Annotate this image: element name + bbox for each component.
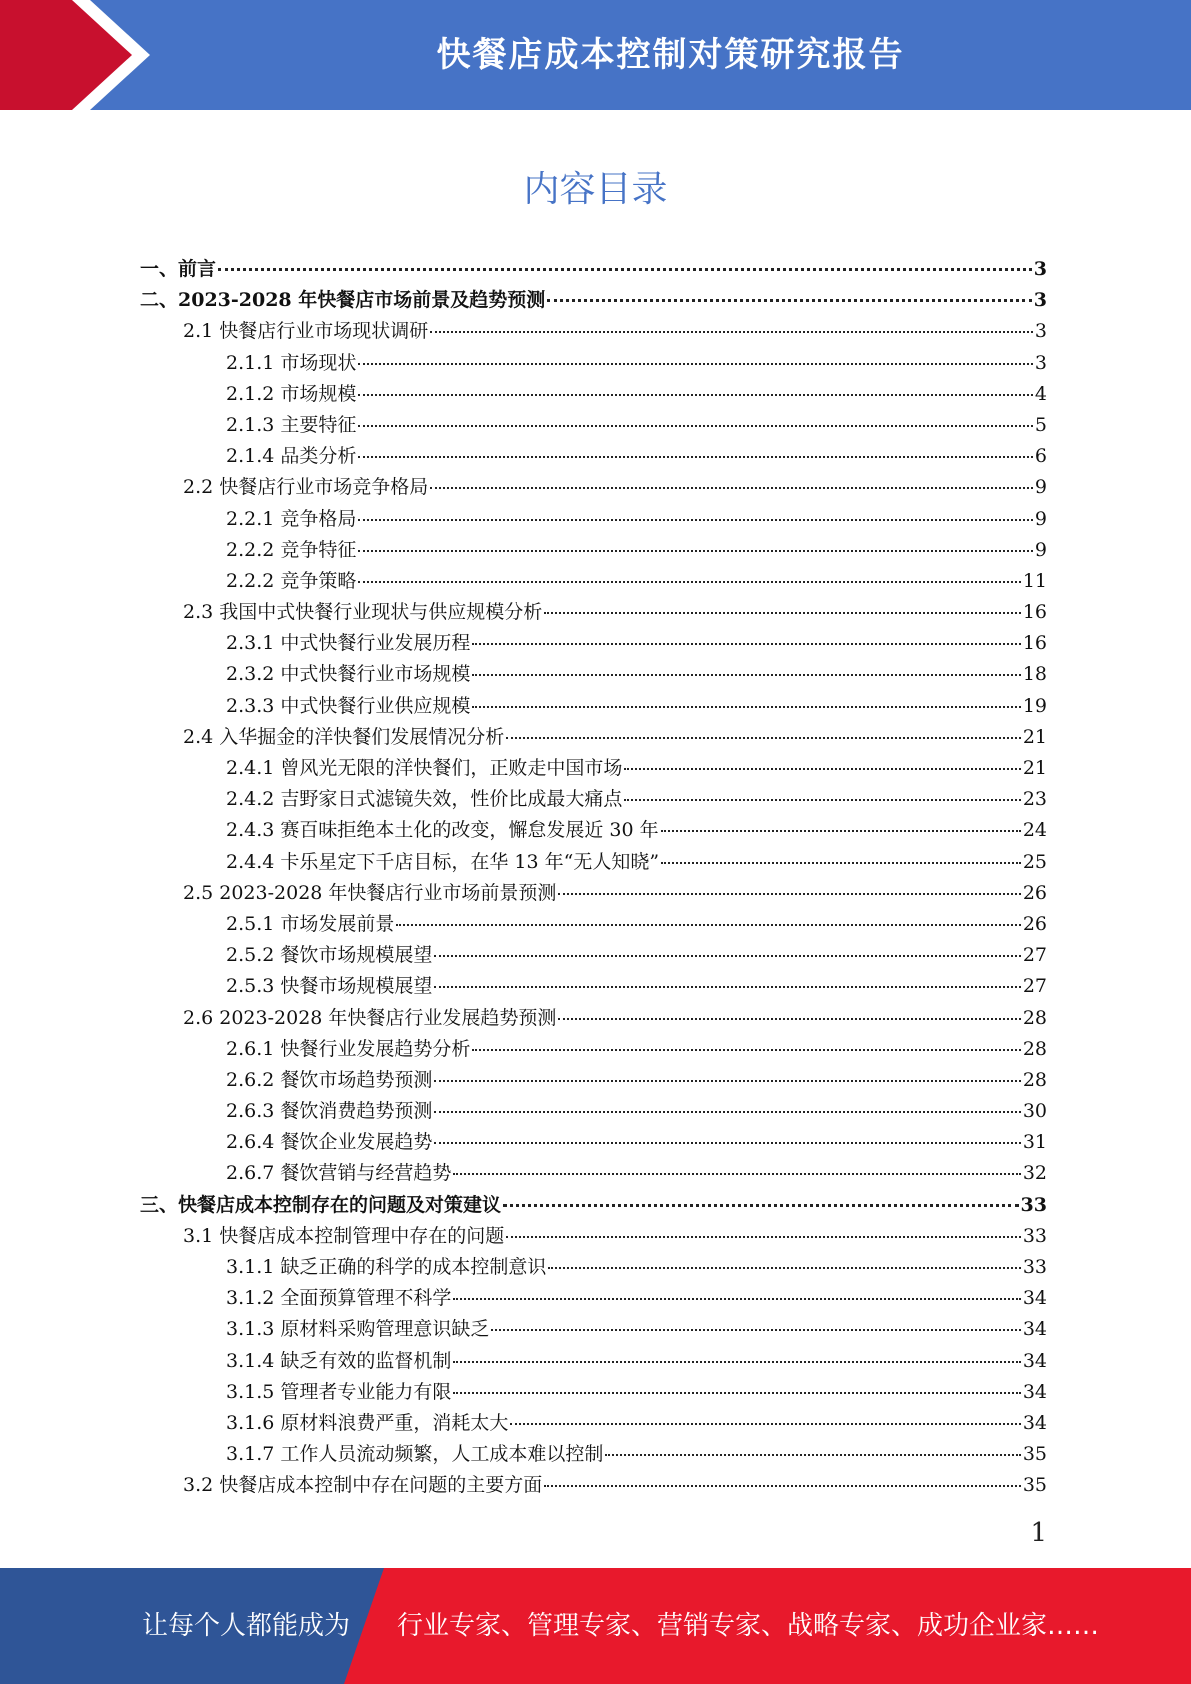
toc-entry-page: 24	[1022, 819, 1047, 842]
toc-dot-leader	[503, 1204, 1019, 1207]
toc-entry[interactable]	[140, 784, 1047, 815]
toc-dot-leader	[624, 799, 1020, 801]
toc-dot-leader	[506, 737, 1021, 739]
toc-entry-page: 16	[1022, 632, 1047, 655]
toc-entry-title: 2.6 2023-2028 年快餐店行业发展趋势预测	[183, 1006, 557, 1029]
toc-dot-leader	[472, 674, 1020, 676]
toc-entry-title: 2.6.3 餐饮消费趋势预测	[226, 1100, 433, 1123]
toc-entry[interactable]	[140, 659, 1047, 690]
toc-entry[interactable]	[140, 1377, 1047, 1408]
toc-entry-title: 3.1.5 管理者专业能力有限	[226, 1380, 452, 1403]
toc-entry[interactable]	[140, 1439, 1047, 1470]
toc-entry-title: 3.2 快餐店成本控制中存在问题的主要方面	[183, 1474, 543, 1497]
toc-entry-page: 9	[1034, 476, 1047, 499]
toc-dot-leader	[453, 1361, 1020, 1363]
toc-entry-title: 2.5.3 快餐市场规模展望	[226, 975, 433, 998]
toc-entry[interactable]	[140, 940, 1047, 971]
page-header	[0, 0, 1191, 110]
footer-slogan-left: 让每个人都能成为	[142, 1611, 351, 1641]
toc-dot-leader	[358, 363, 1033, 365]
toc-entry[interactable]	[140, 847, 1047, 878]
toc-dot-leader	[491, 1329, 1020, 1331]
toc-dot-leader	[510, 1423, 1020, 1425]
toc-entry-title: 2.4.3 赛百味拒绝本土化的改变，懈怠发展近 30 年	[226, 819, 659, 842]
toc-entry-title: 3.1.1 缺乏正确的科学的成本控制意识	[226, 1256, 547, 1278]
toc-entry-page: 19	[1022, 694, 1047, 717]
report-title: 快餐店成本控制对策研究报告	[436, 35, 905, 75]
toc-entry-page: 5	[1034, 413, 1047, 436]
toc-dot-leader	[661, 830, 1021, 832]
toc-entry-title: 2.2.1 竞争格局	[226, 507, 357, 530]
toc-dot-leader	[453, 1392, 1020, 1394]
toc-entry[interactable]	[140, 971, 1047, 1002]
toc-dot-leader	[430, 331, 1033, 333]
toc-entry-title: 2.1 快餐店行业市场现状调研	[183, 320, 429, 343]
page-number: 1	[1030, 1518, 1047, 1548]
toc-dot-leader	[218, 268, 1032, 271]
toc-dot-leader	[396, 924, 1020, 926]
toc-heading: 内容目录	[523, 169, 668, 210]
toc-entry-page: 6	[1034, 445, 1047, 468]
toc-entry-page: 27	[1022, 975, 1047, 998]
toc-entry[interactable]	[140, 815, 1047, 846]
toc-entry-page: 34	[1022, 1411, 1047, 1434]
toc-entry-title: 2.3 我国中式快餐行业现状与供应规模分析	[183, 601, 543, 624]
toc-entry-page: 9	[1034, 538, 1047, 561]
toc-dot-leader	[624, 768, 1020, 770]
toc-entry-title: 2.1.2 市场规模	[226, 382, 357, 405]
toc-entry-page: 3	[1033, 258, 1047, 280]
toc-entry-page: 34	[1022, 1287, 1047, 1310]
toc-entry-page: 30	[1022, 1100, 1047, 1123]
toc-entry[interactable]	[140, 566, 1047, 597]
toc-dot-leader	[472, 706, 1020, 708]
toc-entry-page: 34	[1022, 1349, 1047, 1372]
toc-entry[interactable]	[140, 1127, 1047, 1158]
toc-entry-page: 3	[1034, 351, 1047, 374]
toc-entry-title: 2.3.2 中式快餐行业市场规模	[226, 663, 471, 686]
toc-dot-leader	[434, 1111, 1020, 1113]
toc-entry[interactable]	[140, 597, 1047, 628]
toc-entry-title: 2.5.1 市场发展前景	[226, 912, 395, 935]
toc-entry[interactable]	[140, 691, 1047, 722]
toc-entry-title: 三、快餐店成本控制存在的问题及对策建议	[140, 1193, 502, 1216]
toc-entry[interactable]	[140, 628, 1047, 659]
toc-entry-page: 33	[1022, 1256, 1047, 1278]
toc-entry[interactable]	[140, 535, 1047, 566]
toc-entry-page: 35	[1022, 1443, 1047, 1466]
toc-entry-page: 4	[1034, 382, 1047, 405]
toc-dot-leader	[358, 394, 1033, 396]
toc-dot-leader	[453, 1173, 1020, 1175]
toc-entry[interactable]	[140, 1221, 1047, 1252]
toc-entry-title: 2.6.1 快餐行业发展趋势分析	[226, 1037, 471, 1060]
toc-entry-title: 2.2.2 竞争策略	[226, 569, 357, 592]
toc-dot-leader	[544, 612, 1021, 614]
toc-dot-leader	[472, 1049, 1020, 1051]
toc-dot-leader	[472, 643, 1020, 645]
toc-entry[interactable]	[140, 1346, 1047, 1377]
toc-entry-page: 33	[1022, 1224, 1047, 1247]
toc-dot-leader	[506, 1236, 1021, 1238]
toc-entry-page: 28	[1022, 1037, 1047, 1060]
toc-entry-page: 32	[1022, 1162, 1047, 1185]
toc-dot-leader	[358, 456, 1033, 458]
toc-dot-leader	[434, 1080, 1020, 1082]
toc-entry-title: 2.4 入华掘金的洋快餐们发展情况分析	[183, 725, 505, 748]
toc-entry[interactable]	[140, 285, 1047, 316]
toc-entry-page: 28	[1022, 1068, 1047, 1091]
toc-entry[interactable]	[140, 878, 1047, 909]
toc-entry-title: 2.2 快餐店行业市场竞争格局	[183, 476, 429, 499]
toc-dot-leader	[548, 1267, 1020, 1269]
toc-entry-title: 3.1 快餐店成本控制管理中存在的问题	[183, 1224, 505, 1247]
toc-entry-page: 21	[1022, 757, 1047, 779]
toc-entry[interactable]	[140, 441, 1047, 472]
toc-entry-page: 25	[1022, 850, 1047, 873]
toc-entry[interactable]	[140, 504, 1047, 535]
toc-dot-leader	[453, 1298, 1020, 1300]
toc-entry-page: 21	[1022, 725, 1047, 748]
toc-entry-title: 2.4.1 曾风光无限的洋快餐们，正败走中国市场	[226, 757, 623, 779]
toc-entry-page: 27	[1022, 944, 1047, 967]
toc-dot-leader	[434, 1142, 1020, 1144]
toc-dot-leader	[605, 1454, 1020, 1456]
toc-entry-title: 2.3.1 中式快餐行业发展历程	[226, 632, 471, 655]
toc-entry[interactable]	[140, 1470, 1047, 1501]
toc-entry-page: 11	[1022, 569, 1047, 592]
toc-entry[interactable]	[140, 1283, 1047, 1314]
toc-entry-title: 2.4.2 吉野家日式滤镜失效，性价比成最大痛点	[226, 788, 623, 811]
toc-entry-title: 3.1.4 缺乏有效的监督机制	[226, 1349, 452, 1372]
toc-entry-page: 33	[1020, 1193, 1047, 1216]
toc-entry-title: 2.6.4 餐饮企业发展趋势	[226, 1131, 433, 1154]
toc-entry-page: 16	[1022, 601, 1047, 624]
toc-entry[interactable]	[140, 379, 1047, 410]
toc-dot-leader	[544, 1485, 1021, 1487]
toc-entry[interactable]	[140, 1096, 1047, 1127]
toc-entry-title: 2.5.2 餐饮市场规模展望	[226, 944, 433, 967]
toc-entry[interactable]	[140, 909, 1047, 940]
toc-entry[interactable]	[140, 316, 1047, 347]
toc-entry-page: 35	[1022, 1474, 1047, 1497]
toc-entry-page: 26	[1022, 881, 1047, 904]
toc-entry[interactable]	[140, 1158, 1047, 1189]
table-of-contents	[140, 254, 1047, 1502]
toc-dot-leader	[661, 862, 1021, 864]
toc-entry-page: 23	[1022, 788, 1047, 811]
toc-entry-title: 一、前言	[140, 258, 217, 280]
toc-entry-title: 2.3.3 中式快餐行业供应规模	[226, 694, 471, 717]
toc-entry[interactable]	[140, 1314, 1047, 1345]
toc-entry[interactable]	[140, 1003, 1047, 1034]
toc-entry-title: 3.1.7 工作人员流动频繁，人工成本难以控制	[226, 1443, 604, 1466]
toc-entry[interactable]	[140, 1065, 1047, 1096]
toc-entry[interactable]	[140, 722, 1047, 753]
toc-entry-title: 2.1.1 市场现状	[226, 351, 357, 374]
toc-entry[interactable]	[140, 753, 1047, 784]
toc-entry-page: 31	[1022, 1131, 1047, 1154]
toc-entry-page: 3	[1033, 289, 1047, 312]
toc-entry-page: 9	[1034, 507, 1047, 530]
toc-entry-title: 2.6.7 餐饮营销与经营趋势	[226, 1162, 452, 1185]
toc-dot-leader	[558, 893, 1020, 895]
toc-entry[interactable]	[140, 1408, 1047, 1439]
toc-entry[interactable]	[140, 1190, 1047, 1221]
toc-dot-leader	[358, 519, 1033, 521]
toc-entry-title: 2.6.2 餐饮市场趋势预测	[226, 1068, 433, 1091]
toc-entry-title: 3.1.3 原材料采购管理意识缺乏	[226, 1318, 490, 1341]
toc-entry[interactable]	[140, 1034, 1047, 1065]
toc-entry-title: 2.5 2023-2028 年快餐店行业市场前景预测	[183, 881, 557, 904]
toc-entry-page: 34	[1022, 1318, 1047, 1341]
toc-entry[interactable]	[140, 254, 1047, 285]
toc-dot-leader	[358, 425, 1033, 427]
toc-dot-leader	[434, 986, 1020, 988]
toc-dot-leader	[358, 581, 1020, 583]
header-arrow	[0, 0, 132, 110]
toc-dot-leader	[358, 550, 1033, 552]
toc-entry-page: 3	[1034, 320, 1047, 343]
toc-entry[interactable]	[140, 410, 1047, 441]
toc-entry-page: 34	[1022, 1380, 1047, 1403]
toc-entry-title: 2.4.4 卡乐星定下千店目标，在华 13 年“无人知晓”	[226, 850, 660, 873]
toc-entry-title: 3.1.2 全面预算管理不科学	[226, 1287, 452, 1310]
toc-dot-leader	[430, 487, 1033, 489]
toc-dot-leader	[434, 955, 1020, 957]
toc-entry-title: 二、2023-2028 年快餐店市场前景及趋势预测	[140, 289, 546, 312]
toc-dot-leader	[547, 299, 1032, 302]
toc-entry-page: 26	[1022, 912, 1047, 935]
toc-entry-title: 2.1.3 主要特征	[226, 413, 357, 436]
toc-entry[interactable]	[140, 472, 1047, 503]
toc-entry[interactable]	[140, 1252, 1047, 1283]
toc-entry-page: 18	[1022, 663, 1047, 686]
page-footer	[0, 1568, 1191, 1684]
toc-entry-title: 2.2.2 竞争特征	[226, 538, 357, 561]
toc-entry-page: 28	[1022, 1006, 1047, 1029]
toc-entry-title: 2.1.4 品类分析	[226, 445, 357, 468]
toc-entry[interactable]	[140, 348, 1047, 379]
footer-slogan-right: 行业专家、管理专家、营销专家、战略专家、成功企业家……	[397, 1611, 1100, 1641]
toc-dot-leader	[558, 1018, 1020, 1020]
toc-entry-title: 3.1.6 原材料浪费严重，消耗太大	[226, 1411, 509, 1434]
